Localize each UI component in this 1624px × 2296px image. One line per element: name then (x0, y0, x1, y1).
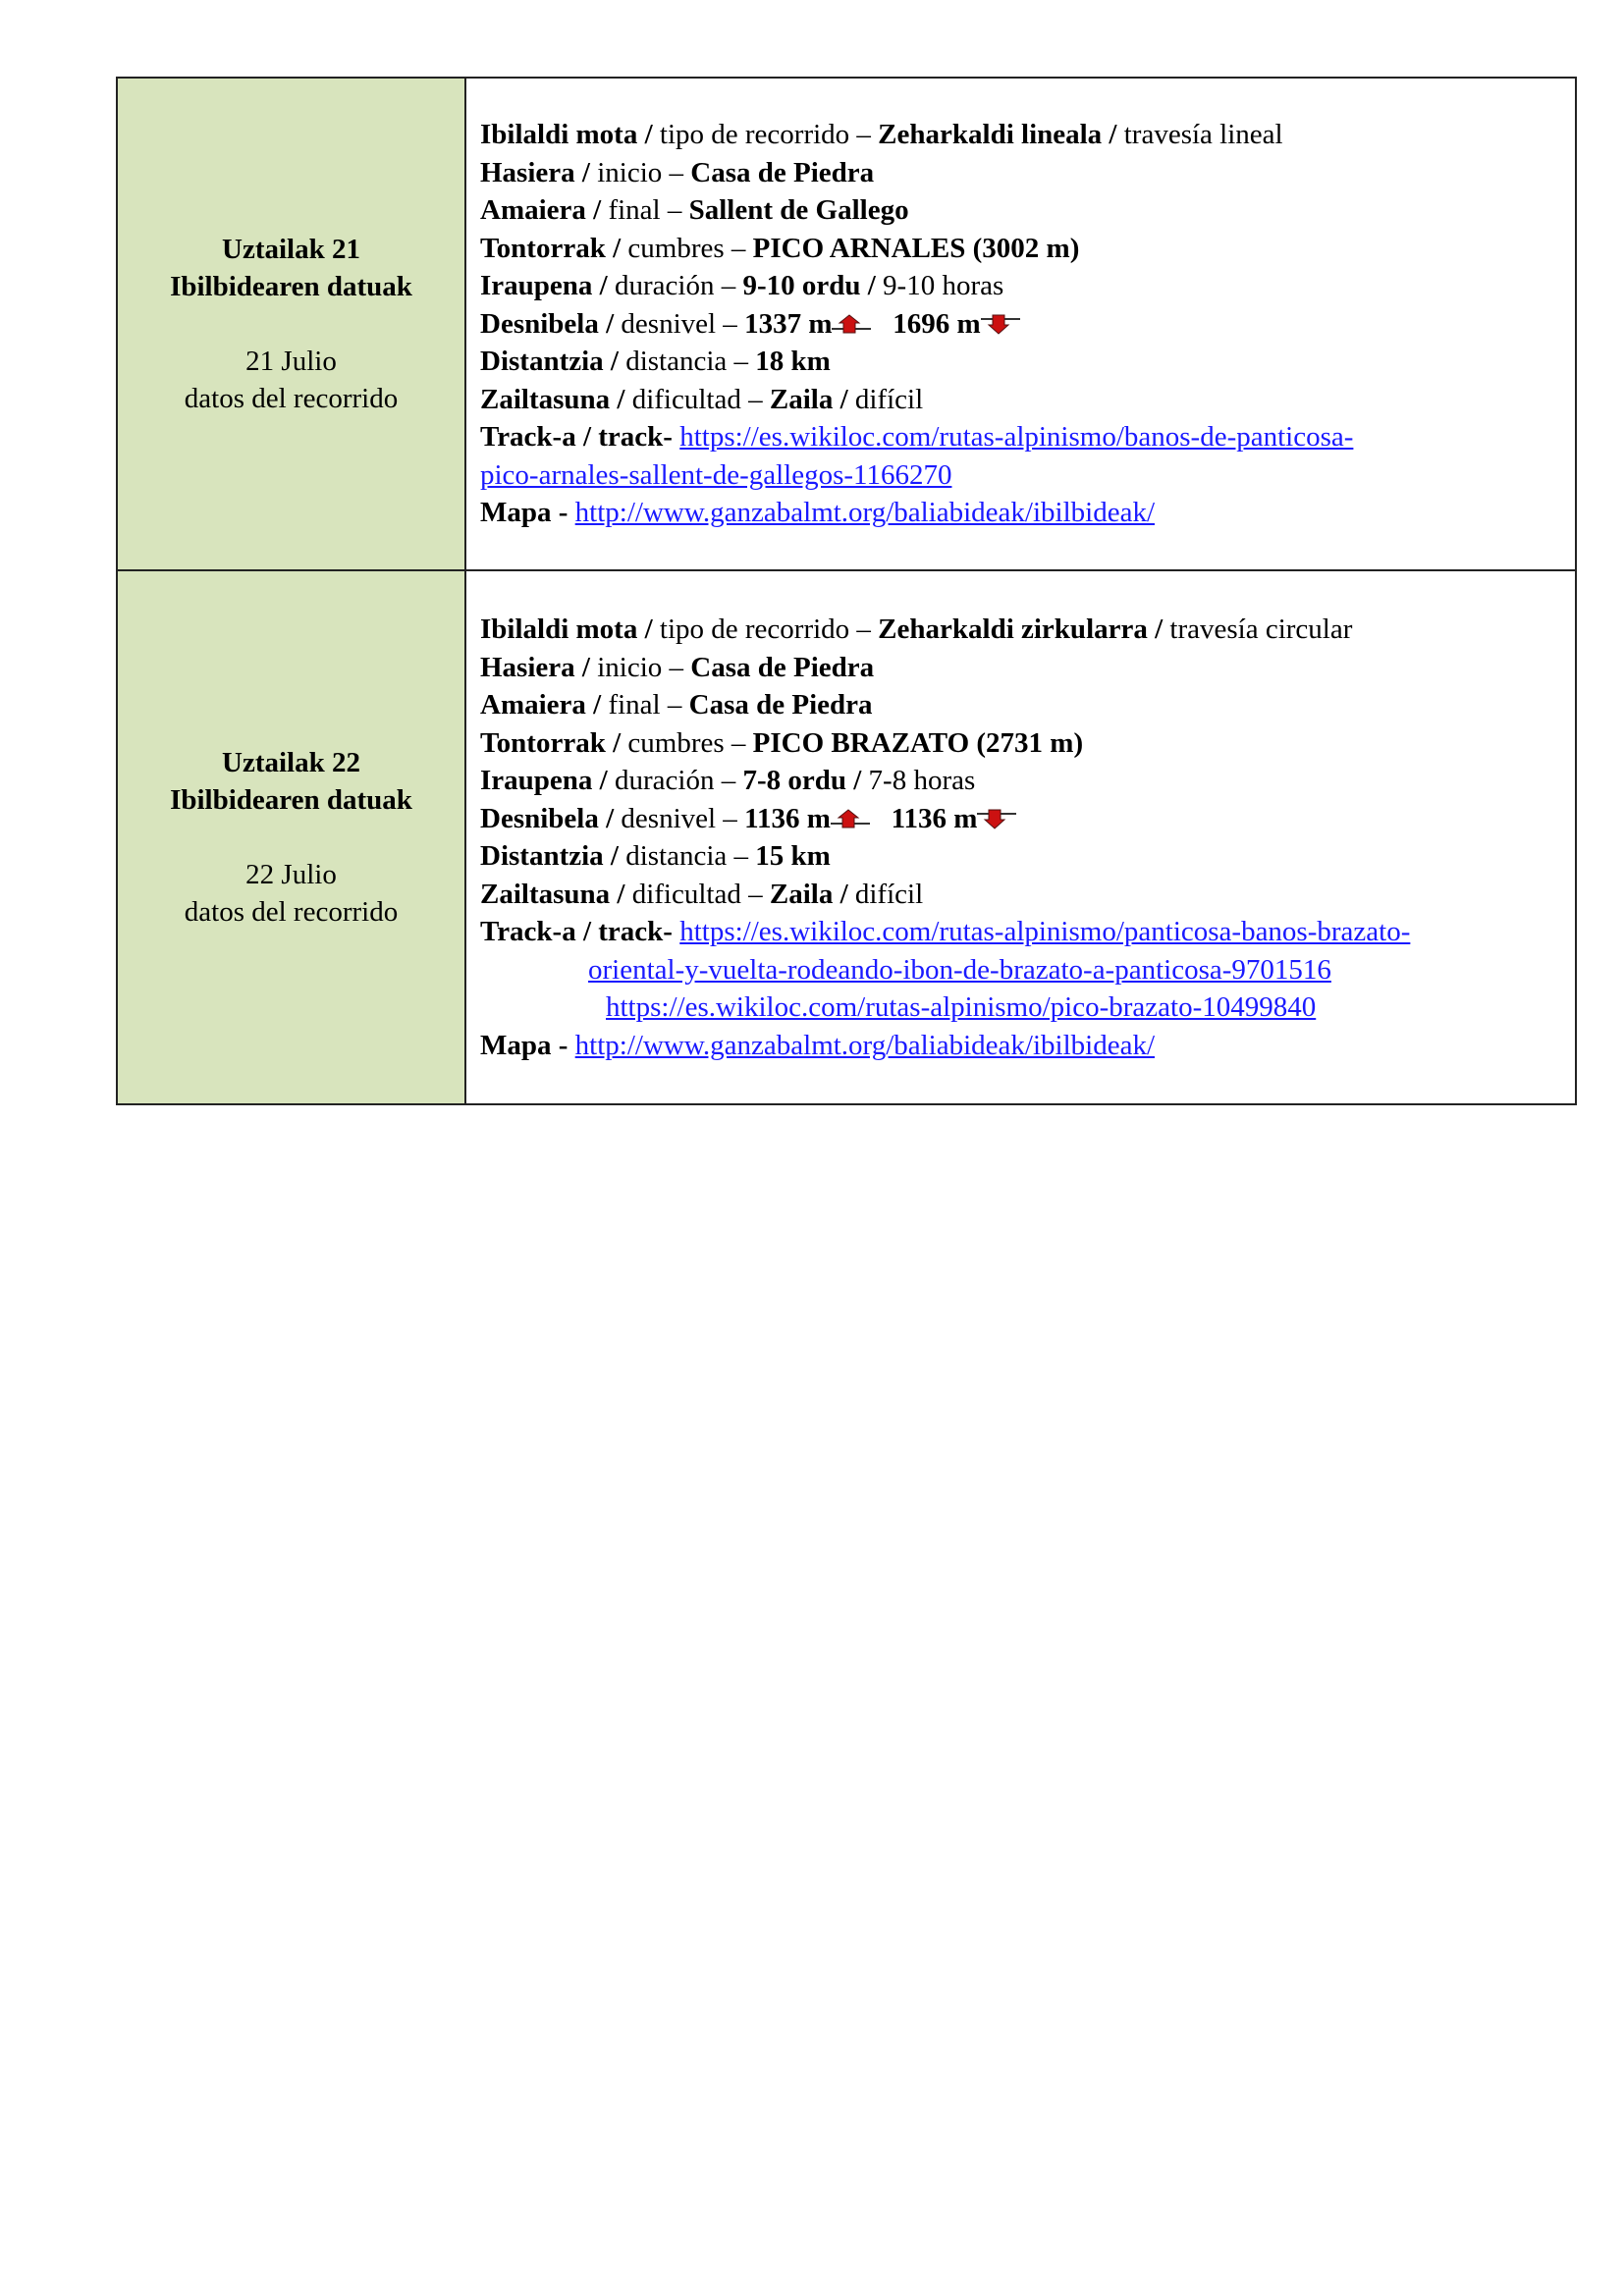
map-line: Mapa - http://www.ganzabalmt.org/baliabideak/ibilbideak/ (480, 1029, 1155, 1061)
date-es: 21 Julio (245, 346, 337, 377)
day-cell (117, 78, 465, 570)
summits-line: Tontorrak / cumbres – PICO ARNALES (3002 m) (480, 232, 1080, 264)
arrow-down-icon (977, 808, 1016, 829)
elevation-line: Desnibela / desnivel – 1337 m 1696 m (480, 305, 1561, 344)
day-title: Uztailak 21 (222, 234, 360, 265)
subtitle-es: datos del recorrido (184, 383, 399, 414)
day-subtitle: Ibilbidearen datuak (170, 271, 412, 302)
track-link[interactable]: https://es.wikiloc.com/rutas-alpinismo/panticosa-banos-brazato- (679, 916, 1411, 947)
difficulty-line: Zailtasuna / dificultad – Zaila / difícil (480, 878, 924, 910)
difficulty-line: Zailtasuna / dificultad – Zaila / difícil (480, 383, 924, 415)
duration-line: Iraupena / duración – 9-10 ordu / 9-10 horas (480, 270, 1004, 302)
track-line-cont (480, 456, 1561, 495)
day-subtitle: Ibilbidearen datuak (170, 784, 412, 816)
map-line: Mapa - http://www.ganzabalmt.org/baliabideak/ibilbideak/ (480, 497, 1155, 529)
track-line: Track-a / track- https://es.wikiloc.com/rutas-alpinismo/banos-de-panticosa- (480, 421, 1354, 454)
map-link[interactable]: http://www.ganzabalmt.org/baliabideak/ibilbideak/ (574, 1029, 1155, 1061)
route-type-line: Ibilaldi mota / tipo de recorrido – Zeharkaldi zirkularra / travesía circular (480, 614, 1353, 645)
start-line: Hasiera / inicio – Casa de Piedra (480, 651, 875, 683)
day-cell (117, 570, 465, 1104)
date-es: 22 Julio (245, 859, 337, 890)
arrow-up-icon (832, 313, 871, 335)
track-line-2 (480, 988, 1561, 1027)
table-row (117, 78, 1576, 570)
track-link-2[interactable]: https://es.wikiloc.com/rutas-alpinismo/pico-brazato-10499840 (606, 991, 1317, 1023)
track-link-cont[interactable]: pico-arnales-sallent-de-gallegos-1166270 (480, 458, 952, 491)
duration-line: Iraupena / duración – 7-8 ordu / 7-8 horas (480, 765, 976, 796)
table-row (117, 570, 1576, 1104)
subtitle-es: datos del recorrido (184, 896, 399, 928)
route-data-table (116, 77, 1577, 1105)
route-details-cell (465, 78, 1576, 570)
route-type-line: Ibilaldi mota / tipo de recorrido – Zeharkaldi lineala / travesía lineal (480, 119, 1283, 151)
end-line: Amaiera / final – Sallent de Gallego (480, 194, 909, 227)
distance-line: Distantzia / distancia – 15 km (480, 840, 831, 872)
day-title: Uztailak 22 (222, 747, 360, 778)
arrow-down-icon (981, 313, 1020, 335)
route-details-cell (465, 570, 1576, 1104)
arrow-up-icon (831, 808, 870, 829)
track-link[interactable]: https://es.wikiloc.com/rutas-alpinismo/banos-de-panticosa- (679, 421, 1354, 454)
track-link-cont[interactable]: oriental-y-vuelta-rodeando-ibon-de-brazato-a-panticosa-9701516 (588, 953, 1331, 986)
end-line: Amaiera / final – Casa de Piedra (480, 689, 873, 721)
distance-line: Distantzia / distancia – 18 km (480, 346, 831, 378)
map-link[interactable]: http://www.ganzabalmt.org/baliabideak/ibilbideak/ (574, 497, 1155, 529)
start-line: Hasiera / inicio – Casa de Piedra (480, 156, 875, 188)
track-line: Track-a / track- https://es.wikiloc.com/rutas-alpinismo/panticosa-banos-brazato- (480, 916, 1411, 947)
track-line-cont (480, 951, 1561, 989)
elevation-line: Desnibela / desnivel – 1136 m 1136 m (480, 800, 1561, 838)
summits-line: Tontorrak / cumbres – PICO BRAZATO (2731 m) (480, 726, 1084, 759)
